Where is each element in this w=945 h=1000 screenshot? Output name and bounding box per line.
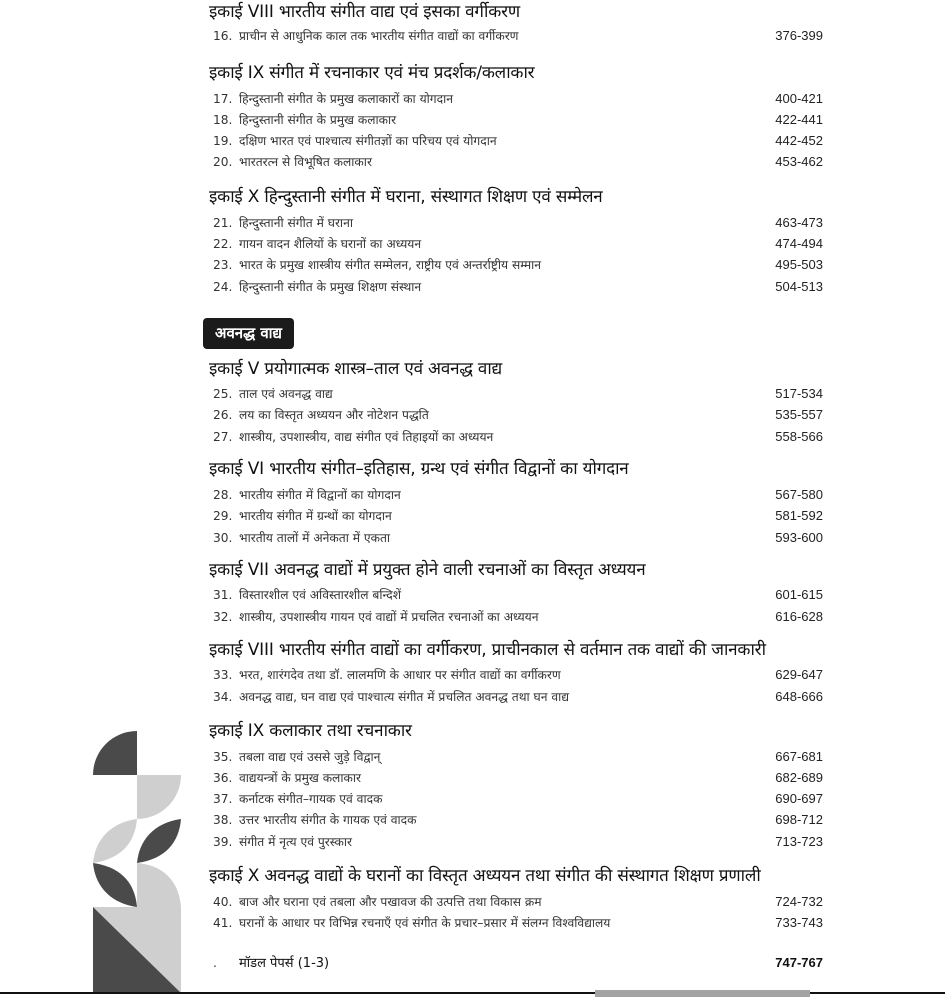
- entry-pages: 504-513: [775, 279, 823, 294]
- unit-heading: इकाई IX संगीत में रचनाकार एवं मंच प्रदर्शक/कलाकार: [209, 63, 535, 83]
- entry-title: विस्तारशील एवं अविस्तारशील बन्दिशें: [239, 588, 402, 602]
- entry-number: 37.: [213, 792, 233, 806]
- toc-entry[interactable]: [213, 893, 823, 911]
- entry-pages: 733-743: [775, 915, 823, 930]
- toc-entry[interactable]: [213, 833, 823, 851]
- entry-title: हिन्दुस्तानी संगीत के प्रमुख कलाकारों का योगदान: [239, 92, 454, 106]
- entry-title: शास्त्रीय, उपशास्त्रीय गायन एवं वाद्यों में प्रचलित रचनाओं का अध्ययन: [239, 610, 539, 624]
- entry-title: भारतीय तालों में अनेकता में एकता: [239, 531, 391, 545]
- entry-title: ताल एवं अवनद्ध वाद्य: [239, 387, 333, 401]
- toc-entry[interactable]: [213, 90, 823, 108]
- entry-number: 36.: [213, 771, 233, 785]
- entry-pages: 667-681: [775, 749, 823, 764]
- entry-pages: 376-399: [775, 28, 823, 43]
- entry-pages: 581-592: [775, 508, 823, 523]
- model-papers-entry[interactable]: [213, 954, 823, 972]
- toc-entry[interactable]: [213, 428, 823, 446]
- unit-heading: इकाई X अवनद्ध वाद्यों के घरानों का विस्तृत अध्ययन तथा संगीत की संस्थागत शिक्षण प्रणाली: [209, 866, 761, 886]
- entry-pages: 495-503: [775, 257, 823, 272]
- entry-number: 39.: [213, 835, 233, 849]
- toc-entry[interactable]: [213, 914, 823, 932]
- entry-title: भारतरत्न से विभूषित कलाकार: [239, 155, 372, 169]
- entry-pages: 648-666: [775, 689, 823, 704]
- toc-entry[interactable]: [213, 507, 823, 525]
- entry-number: 33.: [213, 668, 233, 682]
- entry-number: 25.: [213, 387, 233, 401]
- unit-heading: इकाई IX कलाकार तथा रचनाकार: [209, 721, 412, 741]
- entry-number: 34.: [213, 690, 233, 704]
- entry-pages: 400-421: [775, 91, 823, 106]
- entry-pages: 747-767: [775, 955, 823, 970]
- entry-number: 16.: [213, 29, 233, 43]
- toc-entry[interactable]: [213, 748, 823, 766]
- entry-number: 19.: [213, 134, 233, 148]
- entry-number: 35.: [213, 750, 233, 764]
- entry-number: 26.: [213, 408, 233, 422]
- unit-heading: इकाई VI भारतीय संगीत–इतिहास, ग्रन्थ एवं संगीत विद्वानों का योगदान: [209, 459, 629, 479]
- entry-title: बाज और घराना एवं तबला और पखावज की उत्पत्ति तथा विकास क्रम: [239, 895, 542, 909]
- unit-heading: इकाई VII अवनद्ध वाद्यों में प्रयुक्त होने वाली रचनाओं का विस्तृत अध्ययन: [209, 560, 646, 580]
- toc-entry[interactable]: [213, 486, 823, 504]
- entry-title: कर्नाटक संगीत–गायक एवं वादक: [239, 792, 383, 806]
- entry-number: 30.: [213, 531, 233, 545]
- part-badge: अवनद्ध वाद्य: [203, 318, 294, 349]
- entry-number: 21.: [213, 216, 233, 230]
- entry-pages: 567-580: [775, 487, 823, 502]
- entry-title: संगीत में नृत्य एवं पुरस्कार: [239, 835, 353, 849]
- entry-title: उत्तर भारतीय संगीत के गायक एवं वादक: [239, 813, 417, 827]
- unit-heading: इकाई VIII भारतीय संगीत वाद्य एवं इसका वर्गीकरण: [209, 2, 520, 22]
- unit-heading: इकाई VIII भारतीय संगीत वाद्यों का वर्गीकरण, प्राचीनकाल से वर्तमान तक वाद्यों की जानकारी: [209, 640, 766, 660]
- toc-entry[interactable]: [213, 132, 823, 150]
- toc-entry[interactable]: [213, 529, 823, 547]
- entry-pages: 558-566: [775, 429, 823, 444]
- entry-number: 22.: [213, 237, 233, 251]
- toc-entry[interactable]: [213, 111, 823, 129]
- entry-pages: 517-534: [775, 386, 823, 401]
- entry-title: शास्त्रीय, उपशास्त्रीय, वाद्य संगीत एवं तिहाइयों का अध्ययन: [239, 430, 494, 444]
- entry-title: गायन वादन शैलियों के घरानों का अध्ययन: [239, 237, 422, 251]
- entry-pages: 422-441: [775, 112, 823, 127]
- entry-title: भरत, शारंगदेव तथा डॉ. लालमणि के आधार पर संगीत वाद्यों का वर्गीकरण: [239, 668, 561, 682]
- toc-entry[interactable]: [213, 586, 823, 604]
- entry-title: भारतीय संगीत में विद्वानों का योगदान: [239, 488, 401, 502]
- toc-entry[interactable]: [213, 153, 823, 171]
- entry-pages: 463-473: [775, 215, 823, 230]
- toc-entry[interactable]: [213, 688, 823, 706]
- toc-entry[interactable]: [213, 608, 823, 626]
- entry-title: दक्षिण भारत एवं पाश्चात्य संगीतज्ञों का परिचय एवं योगदान: [239, 134, 497, 148]
- entry-title: हिन्दुस्तानी संगीत के प्रमुख कलाकार: [239, 113, 397, 127]
- toc-entry[interactable]: [213, 27, 823, 45]
- entry-number: 24.: [213, 280, 233, 294]
- entry-number: 23.: [213, 258, 233, 272]
- unit-heading: इकाई X हिन्दुस्तानी संगीत में घराना, संस्थागत शिक्षण एवं सम्मेलन: [209, 187, 603, 207]
- toc-entry[interactable]: [213, 278, 823, 296]
- toc-entry[interactable]: [213, 214, 823, 232]
- toc-entry[interactable]: [213, 385, 823, 403]
- entry-title: हिन्दुस्तानी संगीत में घराना: [239, 216, 354, 230]
- entry-number: 20.: [213, 155, 233, 169]
- entry-pages: 601-615: [775, 587, 823, 602]
- toc-entry[interactable]: [213, 790, 823, 808]
- toc-entry[interactable]: [213, 666, 823, 684]
- entry-pages: 698-712: [775, 812, 823, 827]
- entry-title: अवनद्ध वाद्य, घन वाद्य एवं पाश्चात्य संगीत में प्रचलित अवनद्ध तथा घन वाद्य: [239, 690, 570, 704]
- entry-number: 27.: [213, 430, 233, 444]
- entry-number: 32.: [213, 610, 233, 624]
- entry-title: तबला वाद्य एवं उससे जुड़े विद्वान्: [239, 750, 381, 764]
- entry-number: 31.: [213, 588, 233, 602]
- entry-pages: 629-647: [775, 667, 823, 682]
- entry-pages: 713-723: [775, 834, 823, 849]
- entry-title: भारत के प्रमुख शास्त्रीय संगीत सम्मेलन, राष्ट्रीय एवं अन्तर्राष्ट्रीय सम्मान: [239, 258, 542, 272]
- toc-entry[interactable]: [213, 256, 823, 274]
- toc-entry[interactable]: [213, 769, 823, 787]
- entry-number: 40.: [213, 895, 233, 909]
- entry-number: 17.: [213, 92, 233, 106]
- entry-pages: 442-452: [775, 133, 823, 148]
- entry-number: 18.: [213, 113, 233, 127]
- entry-bullet: .: [213, 956, 217, 970]
- entry-pages: 453-462: [775, 154, 823, 169]
- toc-entry[interactable]: [213, 811, 823, 829]
- entry-number: 38.: [213, 813, 233, 827]
- entry-number: 29.: [213, 509, 233, 523]
- toc-entry[interactable]: [213, 406, 823, 424]
- entry-title: घरानों के आधार पर विभिन्न रचनाएँ एवं संगीत के प्रचार–प्रसार में संलग्न विश्वविद्यालय: [239, 916, 611, 930]
- entry-title: भारतीय संगीत में ग्रन्थों का योगदान: [239, 509, 392, 523]
- entry-number: 28.: [213, 488, 233, 502]
- entry-pages: 593-600: [775, 530, 823, 545]
- unit-heading: इकाई V प्रयोगात्मक शास्त्र–ताल एवं अवनद्ध वाद्य: [209, 359, 503, 379]
- entry-pages: 690-697: [775, 791, 823, 806]
- entry-title: हिन्दुस्तानी संगीत के प्रमुख शिक्षण संस्थान: [239, 280, 422, 294]
- bottom-gray-bar: [595, 990, 810, 997]
- entry-title: मॉडल पेपर्स (1-3): [239, 956, 330, 971]
- entry-pages: 682-689: [775, 770, 823, 785]
- toc-entry[interactable]: [213, 235, 823, 253]
- entry-title: वाद्ययन्त्रों के प्रमुख कलाकार: [239, 771, 361, 785]
- entry-title: लय का विस्तृत अध्ययन और नोटेशन पद्धति: [239, 408, 429, 422]
- entry-title: प्राचीन से आधुनिक काल तक भारतीय संगीत वाद्यों का वर्गीकरण: [239, 29, 519, 43]
- entry-pages: 474-494: [775, 236, 823, 251]
- entry-number: 41.: [213, 916, 233, 930]
- decorative-geometric-icon: [93, 731, 181, 993]
- entry-pages: 535-557: [775, 407, 823, 422]
- entry-pages: 616-628: [775, 609, 823, 624]
- entry-pages: 724-732: [775, 894, 823, 909]
